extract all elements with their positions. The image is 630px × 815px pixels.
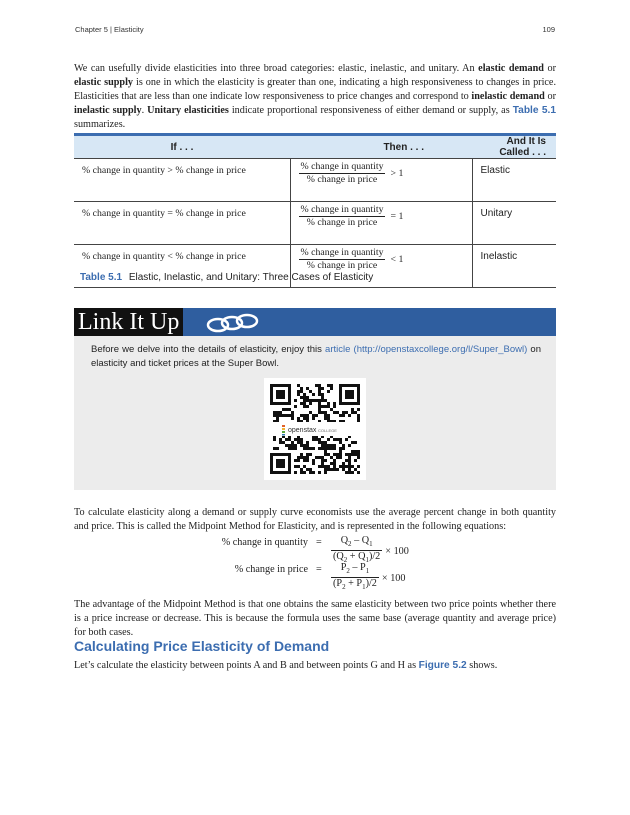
chapter-title: Chapter 5 | Elasticity	[75, 25, 144, 34]
header-called: And It Is Called . . .	[472, 135, 556, 159]
link-it-up-banner	[74, 308, 556, 336]
section-heading: Calculating Price Elasticity of Demand	[74, 638, 330, 654]
qr-code[interactable]	[264, 378, 366, 480]
header-then: Then . . .	[290, 135, 472, 159]
table-caption	[80, 272, 373, 283]
equation-lhs: % change in quantity	[221, 537, 308, 548]
called-cell: Inelastic	[472, 245, 556, 288]
equation-rhs: $\frac{Q_2 - Q_1}{(Q_2 + Q_1)/2}$ × 100	[333, 535, 409, 565]
equation-lhs: % change in price	[234, 564, 308, 575]
link-it-up-title: Link It Up	[74, 308, 183, 336]
term-inelastic-demand: inelastic demand	[471, 90, 545, 102]
chain-link-icon	[206, 312, 262, 334]
advantage-paragraph: The advantage of the Midpoint Method is that one obtains the same elasticity between two price points whether there is a price increase or decrease. This is because the formula uses the same base (average quantity and average price) for both cases.	[74, 599, 556, 638]
qr-brand-text: openstax	[288, 427, 317, 434]
condition-cell: % change in quantity < % change in price	[74, 245, 290, 288]
article-link[interactable]: article (http://openstaxcollege.org/l/Super_Bowl)	[325, 344, 528, 355]
term-inelastic-supply: inelastic supply	[74, 104, 142, 116]
formula-cell: $\frac{\text{\% change in quantity}}{\text{\% change in price}}$ > 1	[290, 159, 472, 202]
fraction: $\frac{\text{\% change in quantity}}{\text{\% change in price}}$	[300, 161, 384, 185]
condition-cell: % change in quantity = % change in price	[74, 202, 290, 245]
equation-rhs: $\frac{P_2 - P_1}{(P_2 + P_1)/2}$ × 100	[333, 562, 406, 592]
figure-reference-link[interactable]: Figure 5.2	[418, 660, 467, 671]
section-paragraph: Let’s calculate the elasticity between points A and B and between points G and H as Figure 5.2 shows.	[74, 660, 498, 671]
term-elastic-demand: elastic demand	[478, 63, 544, 74]
term-unitary-elasticities: Unitary elasticities	[147, 104, 229, 116]
qr-brand-text-2: COLLEGE	[318, 428, 337, 433]
condition-cell: % change in quantity > % change in price	[74, 159, 290, 202]
page-number: 109	[542, 25, 555, 34]
formula-cell: $\frac{\text{\% change in quantity}}{\text{\% change in price}}$ < 1	[290, 245, 472, 288]
intro-paragraph: We can usefully divide elasticities into three broad categories: elastic, inelastic, and unitary. An elastic demand or elastic supply is one in which the elasticity is greater than one, indicating a high responsiveness to changes in price. Elasticities that are less than one indicate low responsiveness to price changes and correspond to inelastic demand or inelastic supply. Unitary elasticities indicate proportional responsiveness of either demand or supply, as Table 5.1 summarizes.	[74, 63, 557, 130]
link-it-up-box	[74, 308, 556, 490]
equals-sign: =	[316, 537, 322, 548]
formula-cell: $\frac{\text{\% change in quantity}}{\text{\% change in price}}$ = 1	[290, 202, 472, 245]
link-it-up-text: Before we delve into the details of elasticity, enjoy this article (http://openstaxcollege.org/l/Super_Bowl) on elasticity and ticket prices at the Super Bowl.	[91, 344, 541, 369]
elasticity-table	[74, 133, 556, 288]
table-row	[74, 159, 556, 202]
table-row	[74, 202, 556, 245]
table-caption-text: Elastic, Inelastic, and Unitary: Three Cases of Elasticity	[128, 272, 374, 283]
page-header	[75, 25, 555, 37]
table-caption-label: Table 5.1	[80, 272, 123, 283]
midpoint-paragraph: To calculate elasticity along a demand or supply curve economists use the average percent change in both quantity and price. This is called the Midpoint Method for Elasticity, and is represented in the following equations:	[74, 507, 556, 532]
equals-sign: =	[316, 564, 322, 575]
fraction: $\frac{\text{\% change in quantity}}{\text{\% change in price}}$	[300, 247, 384, 271]
called-cell: Elastic	[472, 159, 556, 202]
table-reference-link[interactable]: Table 5.1	[512, 104, 557, 116]
term-elastic-supply: elastic supply	[74, 76, 134, 88]
header-if: If . . .	[74, 135, 290, 159]
fraction: $\frac{\text{\% change in quantity}}{\text{\% change in price}}$	[300, 204, 384, 228]
table-header-row	[74, 135, 556, 159]
qr-code-icon	[264, 378, 366, 480]
called-cell: Unitary	[472, 202, 556, 245]
